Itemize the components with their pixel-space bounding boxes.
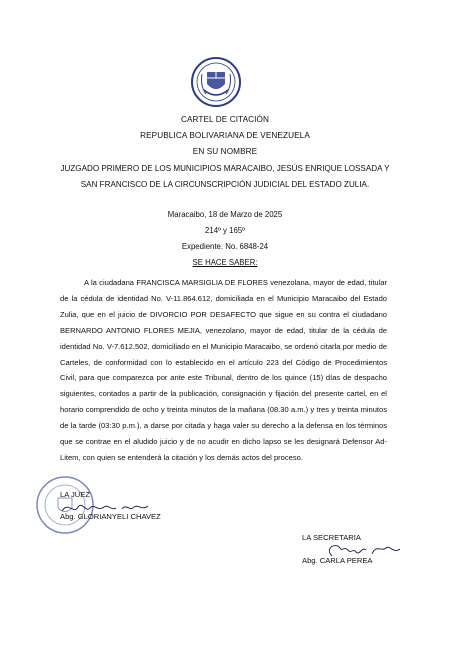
in-name-line: EN SU NOMBRE <box>192 147 258 156</box>
document-years: 214º y 165º <box>205 226 245 235</box>
secretary-signature-block <box>302 531 422 568</box>
expediente-number: Expediente. No. 6848-24 <box>181 242 269 251</box>
document-date: Maracaibo, 18 de Marzo de 2025 <box>167 210 283 219</box>
secretary-name: Abg. CARLA PEREA <box>302 556 373 565</box>
citation-body: A la ciudadana FRANCISCA MARSIGLIA DE FLORES venezolana, mayor de edad, titular de la cédula de identidad No. V-11.864.612, domiciliada en el Municipio Maracaibo del Estado Zulia, que en el juicio de DIVORCIO POR DESAFECTO que sigue en su contra el ciudadano BERNARDO ANTONIO FLORES MEJIA, venezolano, mayor de edad, titular de la cédula de identidad No. V-7.612.502, domiciliado en el Municipio Maracaibo, se ordenó citarla por medio de Carteles, de conformidad con lo establecido en el artículo 223 del Código de Procedimientos Civil, para que comparezca por ante este Tribunal, dentro de los quince (15) días de despacho siguientes, contados a partir de la publicación, consignación y fijación del presente cartel, en el horario comprendido de ocho y treinta minutos de la mañana (08.30 a.m.) y tres y treinta minutos de la tarde (03:30 p.m.), a darse por citada y haga valer su derecho a la defensa en los términos que se contrae en el aludido juicio y de no acudir en dicho lapso se les designará Defensor Ad-Litem, con quien se entenderá la citación y los demás actos del proceso. <box>60 278 387 462</box>
judge-signature-block <box>60 489 230 523</box>
republic-line: REPUBLICA BOLIVARIANA DE VENEZUELA <box>140 131 310 140</box>
document-title: CARTEL DE CITACIÓN <box>180 115 270 124</box>
document-header <box>40 112 410 160</box>
court-name: JUZGADO PRIMERO DE LOS MUNICIPIOS MARACAIBO, JESÚS ENRIQUE LOSSADA Y SAN FRANCISCO DE LA CIRCUNSCRIPCIÓN JUDICIAL DEL ESTADO ZULIA. <box>60 164 390 190</box>
notice-heading: SE HACE SABER: <box>192 258 258 267</box>
secretary-role: LA SECRETARIA <box>302 533 361 542</box>
document-meta <box>150 207 300 271</box>
venezuela-judicial-seal-icon <box>190 56 242 108</box>
judge-name: Abg. GLORIANYELI CHAVEZ <box>60 512 161 521</box>
judge-role: LA JUEZ <box>60 490 90 499</box>
